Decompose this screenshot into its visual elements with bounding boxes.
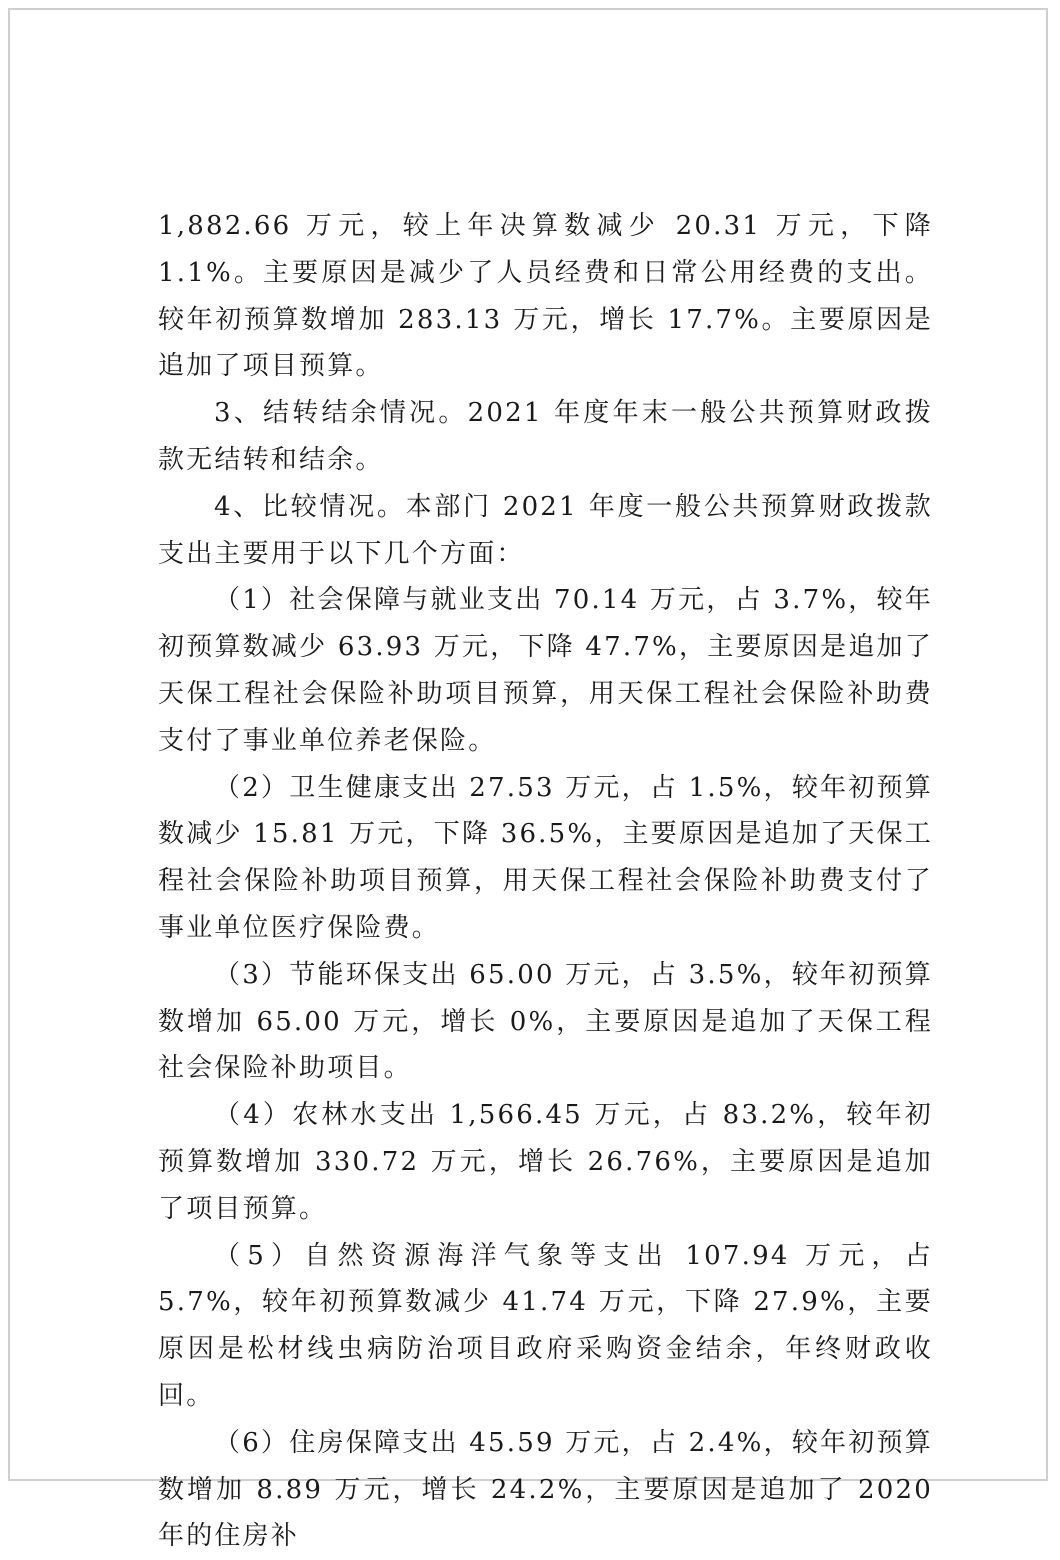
paragraph-item-environment: （3）节能环保支出 65.00 万元，占 3.5%，较年初预算数增加 65.00 万元，增长 0%，主要原因是追加了天保工程社会保险补助项目。 <box>158 959 933 1084</box>
paragraph-item-housing: （6）住房保障支出 45.59 万元，占 2.4%，较年初预算数增加 8.89 万元，增长 24.2%，主要原因是追加了 2020 年的住房补 <box>158 1427 933 1552</box>
document-body <box>158 203 933 1560</box>
paragraph-carryover: 3、结转结余情况。2021 年度年末一般公共预算财政拨款无结转和结余。 <box>158 398 933 475</box>
paragraph-item-health: （2）卫生健康支出 27.53 万元，占 1.5%，较年初预算数减少 15.81 万元，下降 36.5%，主要原因是追加了天保工程社会保险补助项目预算，用天保工程社会保险补助费支付了事业单位医疗保险费。 <box>158 772 933 943</box>
paragraph-item-agriculture: （4）农林水支出 1,566.45 万元，占 83.2%，较年初预算数增加 330.72 万元，增长 26.76%，主要原因是追加了项目预算。 <box>158 1100 933 1224</box>
paragraph-comparison: 4、比较情况。本部门 2021 年度一般公共预算财政拨款支出主要用于以下几个方面： <box>158 491 933 569</box>
document-page <box>8 8 1048 1552</box>
paragraph-item-natural-resources: （5）自然资源海洋气象等支出 107.94 万元，占 5.7%，较年初预算数减少 41.74 万元，下降 27.9%，主要原因是松材线虫病防治项目政府采购资金结余，年终财政收回。 <box>158 1240 933 1411</box>
paragraph-expenditure-summary: 1,882.66 万元，较上年决算数减少 20.31 万元，下降 1.1%。主要原因是减少了人员经费和日常公用经费的支出。较年初预算数增加 283.13 万元，增长 17.7%。主要原因是追加了项目预算。 <box>158 211 933 382</box>
paragraph-item-social-security: （1）社会保障与就业支出 70.14 万元，占 3.7%，较年初预算数减少 63.93 万元，下降 47.7%，主要原因是追加了天保工程社会保险补助项目预算，用天保工程社会保险补助费支付了事业单位养老保险。 <box>158 585 933 756</box>
